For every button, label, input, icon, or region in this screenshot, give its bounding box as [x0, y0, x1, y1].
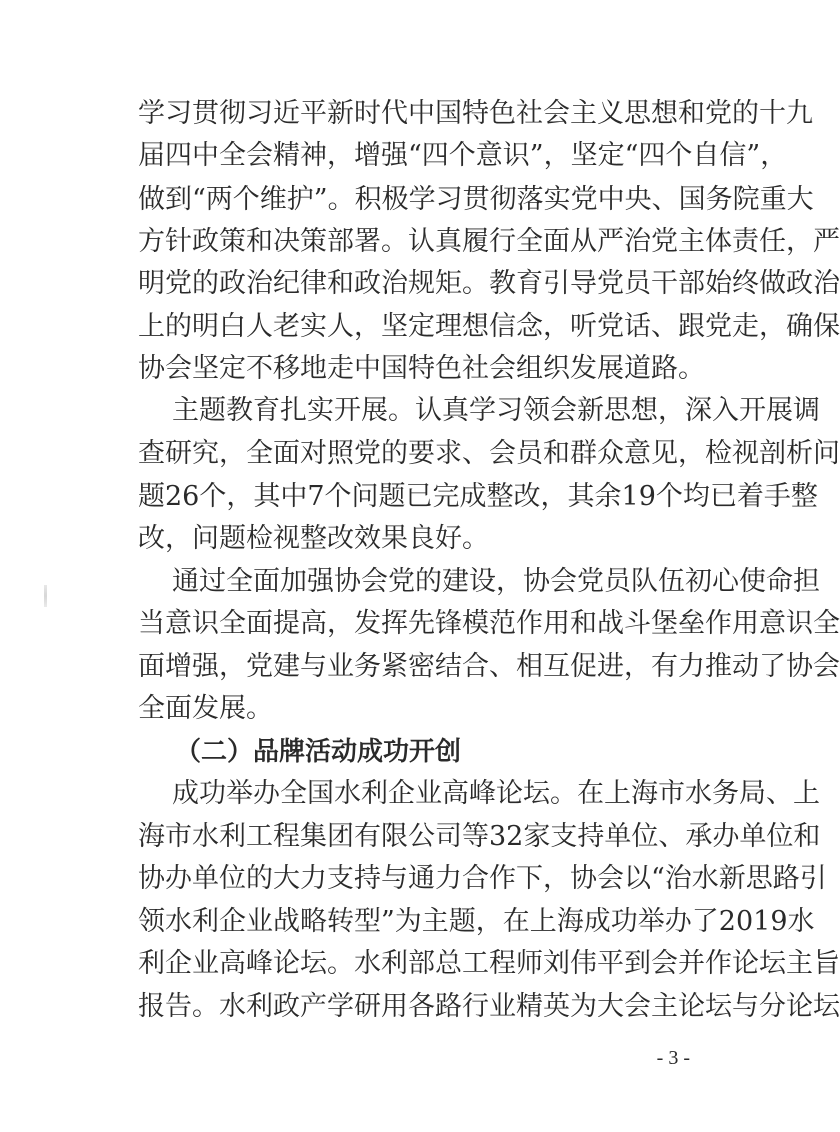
- text-line: 主题教育扎实开展。认真学习领会新思想，深入开展调: [172, 395, 820, 426]
- text-line: 面增强，党建与业务紧密结合、相互促进，有力推动了协会: [138, 651, 840, 682]
- text-line: 协办单位的大力支持与通力合作下，协会以“治水新思路引: [138, 863, 827, 894]
- section-heading: （二）品牌活动成功开创: [175, 737, 462, 767]
- text-line: 利企业高峰论坛。水利部总工程师刘伟平到会并作论坛主旨: [138, 948, 840, 979]
- scan-mark: [44, 585, 47, 607]
- text-line: 报告。水利政产学研用各路行业精英为大会主论坛与分论坛: [138, 991, 840, 1022]
- text-line: 学习贯彻习近平新时代中国特色社会主义思想和党的十九: [138, 98, 813, 129]
- text-line: 方针政策和决策部署。认真履行全面从严治党主体责任，严: [138, 226, 840, 257]
- text-line: 上的明白人老实人，坚定理想信念，听党话、跟党走，确保: [138, 311, 840, 342]
- text-line: 成功举办全国水利企业高峰论坛。在上海市水务局、上: [172, 778, 820, 809]
- page-number: - 3 -: [656, 1047, 690, 1069]
- text-line: 做到“两个维护”。积极学习贯彻落实党中央、国务院重大: [138, 184, 814, 215]
- text-line: 通过全面加强协会党的建设，协会党员队伍初心使命担: [172, 566, 820, 597]
- text-line: 领水利企业战略转型”为主题，在上海成功举办了2019水: [138, 906, 815, 937]
- text-line: 改，问题检视整改效果良好。: [138, 523, 489, 554]
- text-line: 查研究，全面对照党的要求、会员和群众意见，检视剖析问: [138, 438, 840, 469]
- text-line: 海市水利工程集团有限公司等32家支持单位、承办单位和: [138, 821, 821, 852]
- text-line: 全面发展。: [138, 693, 273, 724]
- text-line: 届四中全会精神，增强“四个意识”，坚定“四个自信”，: [138, 140, 788, 171]
- text-line: 协会坚定不移地走中国特色社会组织发展道路。: [138, 353, 705, 384]
- text-line: 题26个，其中7个问题已完成整改，其余19个均已着手整: [138, 481, 818, 512]
- text-line: 明党的政治纪律和政治规矩。教育引导党员干部始终做政治: [138, 268, 840, 299]
- text-line: 当意识全面提高，发挥先锋模范作用和战斗堡垒作用意识全: [138, 608, 840, 639]
